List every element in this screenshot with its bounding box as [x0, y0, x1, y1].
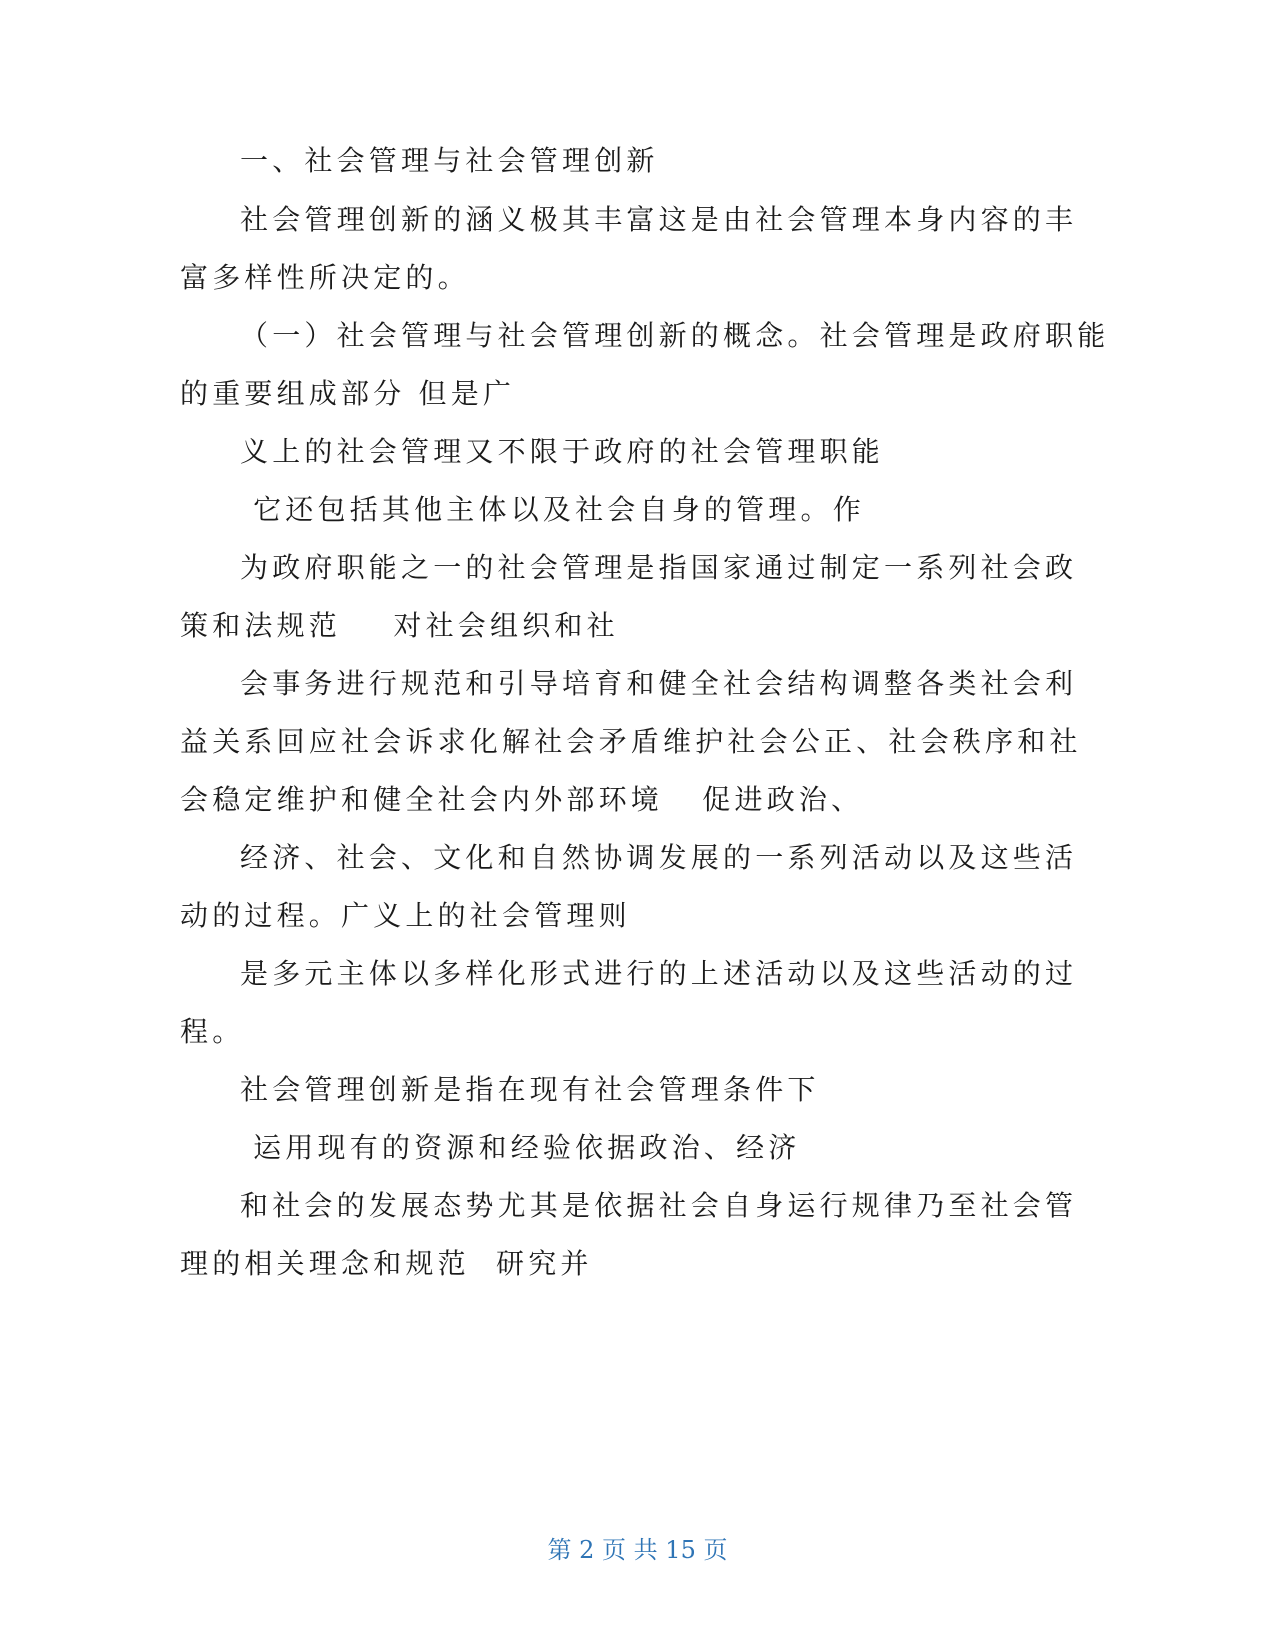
paragraph-line: 会稳定维护和健全社会内外部环境 促进政治、 — [180, 783, 864, 816]
paragraph-line: 策和法规范 对社会组织和社 — [180, 609, 619, 642]
paragraph-line: 动的过程。广义上的社会管理则 — [180, 899, 631, 932]
paragraph-line: （一）社会管理与社会管理创新的概念。社会管理是政府职能 — [240, 319, 1110, 352]
paragraph-line: 义上的社会管理又不限于政府的社会管理职能 — [240, 435, 885, 468]
paragraph-line: 经济、社会、文化和自然协调发展的一系列活动以及这些活 — [240, 841, 1078, 874]
paragraph-line: 富多样性所决定的。 — [180, 261, 470, 294]
paragraph-line: 益关系回应社会诉求化解社会矛盾维护社会公正、社会秩序和社 — [180, 725, 1082, 758]
paragraph-line: 和社会的发展态势尤其是依据社会自身运行规律乃至社会管 — [240, 1189, 1078, 1222]
paragraph-line: 它还包括其他主体以及社会自身的管理。作 — [240, 493, 865, 526]
page-number-footer: 第 2 页 共 15 页 — [547, 1536, 728, 1564]
paragraph-line: 会事务进行规范和引导培育和健全社会结构调整各类社会利 — [240, 667, 1078, 700]
paragraph-line: 程。 — [180, 1015, 245, 1048]
paragraph-line: 理的相关理念和规范 研究并 — [180, 1247, 593, 1280]
paragraph-line: 是多元主体以多样化形式进行的上述活动以及这些活动的过 — [240, 957, 1078, 990]
paragraph-line: 社会管理创新的涵义极其丰富这是由社会管理本身内容的丰 — [240, 203, 1078, 236]
paragraph-line: 的重要组成部分 但是广 — [180, 377, 516, 410]
paragraph-line: 运用现有的资源和经验依据政治、经济 — [240, 1131, 801, 1164]
paragraph-line: 社会管理创新是指在现有社会管理条件下 — [240, 1073, 820, 1106]
paragraph-line: 为政府职能之一的社会管理是指国家通过制定一系列社会政 — [240, 551, 1078, 584]
section-heading: 一、社会管理与社会管理创新 — [240, 144, 659, 177]
